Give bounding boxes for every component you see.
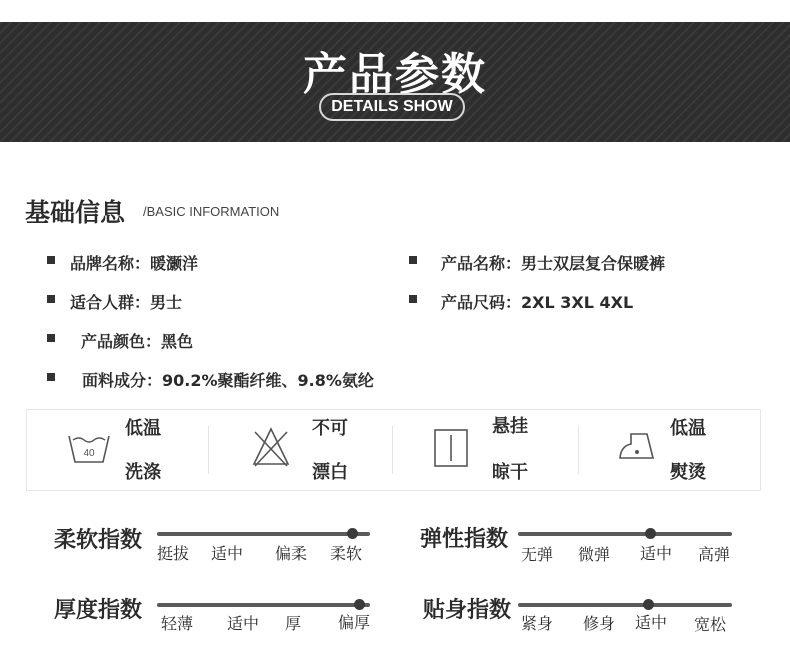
care-iron-line2: 熨烫: [670, 462, 706, 483]
care-wash-line1: 低温: [125, 418, 161, 439]
thickness-level-marker: [354, 599, 365, 610]
elasticity-label: 适中: [640, 544, 673, 563]
info-color-text: 产品颜色：黑色: [81, 332, 194, 351]
fit-title: 贴身指数: [423, 598, 512, 623]
info-audience: [70, 290, 182, 313]
elasticity-label: 无弹: [521, 545, 554, 564]
elasticity-label: 高弹: [698, 545, 731, 564]
thickness-label: 厚: [285, 614, 302, 633]
info-size-text: 产品尺码：2XL 3XL 4XL: [441, 293, 634, 312]
softness-label: 适中: [211, 544, 244, 563]
bullet-icon: [47, 295, 55, 303]
section-heading: [25, 193, 280, 229]
banner-title: 产品参数: [303, 49, 487, 100]
thickness-track: [157, 603, 370, 607]
fit-label: 紧身: [521, 614, 554, 633]
softness-track: [157, 532, 370, 536]
bullet-icon: [47, 334, 55, 342]
fit-label: 宽松: [694, 615, 727, 634]
softness-label: 柔软: [330, 544, 363, 563]
elasticity-level-marker: [645, 528, 656, 539]
thickness-label: 偏厚: [338, 613, 371, 632]
low-iron-icon: [617, 430, 657, 462]
thickness-title: 厚度指数: [54, 598, 143, 623]
info-brand-text: 品牌名称：暖灏洋: [70, 254, 199, 273]
care-bleach-line1: 不可: [312, 418, 348, 439]
section-title: 基础信息: [25, 198, 126, 227]
bullet-icon: [47, 373, 55, 381]
softness-title: 柔软指数: [54, 528, 143, 553]
care-item-wash: [27, 410, 207, 490]
softness-label: 偏柔: [275, 544, 308, 563]
fit-label: 修身: [583, 614, 616, 633]
info-color: [81, 329, 193, 352]
softness-level-marker: [347, 528, 358, 539]
elasticity-track: [518, 532, 732, 536]
fit-track: [518, 603, 732, 607]
fit-level-marker: [643, 599, 654, 610]
care-instructions: [26, 409, 761, 491]
thickness-label: 适中: [227, 614, 260, 633]
hang-dry-icon: [433, 428, 469, 468]
care-item-iron: [579, 410, 760, 490]
softness-label: 挺拔: [157, 544, 190, 563]
fit-label: 适中: [635, 613, 668, 632]
info-audience-text: 适合人群：男士: [70, 293, 183, 312]
info-size: [441, 290, 633, 313]
elasticity-label: 微弹: [578, 545, 611, 564]
header-banner: [0, 22, 790, 142]
care-item-bleach: [209, 410, 392, 490]
care-bleach-line2: 漂白: [312, 462, 348, 483]
section-subtitle: /BASIC INFORMATION: [143, 204, 280, 219]
info-brand: [70, 251, 198, 274]
care-dry-line1: 悬挂: [492, 416, 528, 437]
info-product-name-text: 产品名称：男士双层复合保暖裤: [441, 254, 666, 273]
elasticity-title: 弹性指数: [420, 527, 509, 552]
bullet-icon: [47, 256, 55, 264]
thickness-label: 轻薄: [161, 614, 194, 633]
info-material: [82, 368, 374, 391]
care-iron-line1: 低温: [670, 418, 706, 439]
details-show-badge: DETAILS SHOW: [319, 93, 465, 121]
no-bleach-icon: [251, 426, 291, 468]
wash-temp-label: 40: [83, 448, 95, 459]
care-dry-line2: 晾干: [492, 462, 528, 483]
care-item-dry: [393, 410, 578, 490]
info-product-name: [441, 251, 665, 274]
care-wash-line2: 洗涤: [125, 462, 161, 483]
wash-40-icon: [67, 428, 111, 468]
bullet-icon: [409, 295, 417, 303]
bullet-icon: [409, 256, 417, 264]
info-material-text: 面料成分：90.2%聚酯纤维、9.8%氨纶: [82, 371, 374, 390]
